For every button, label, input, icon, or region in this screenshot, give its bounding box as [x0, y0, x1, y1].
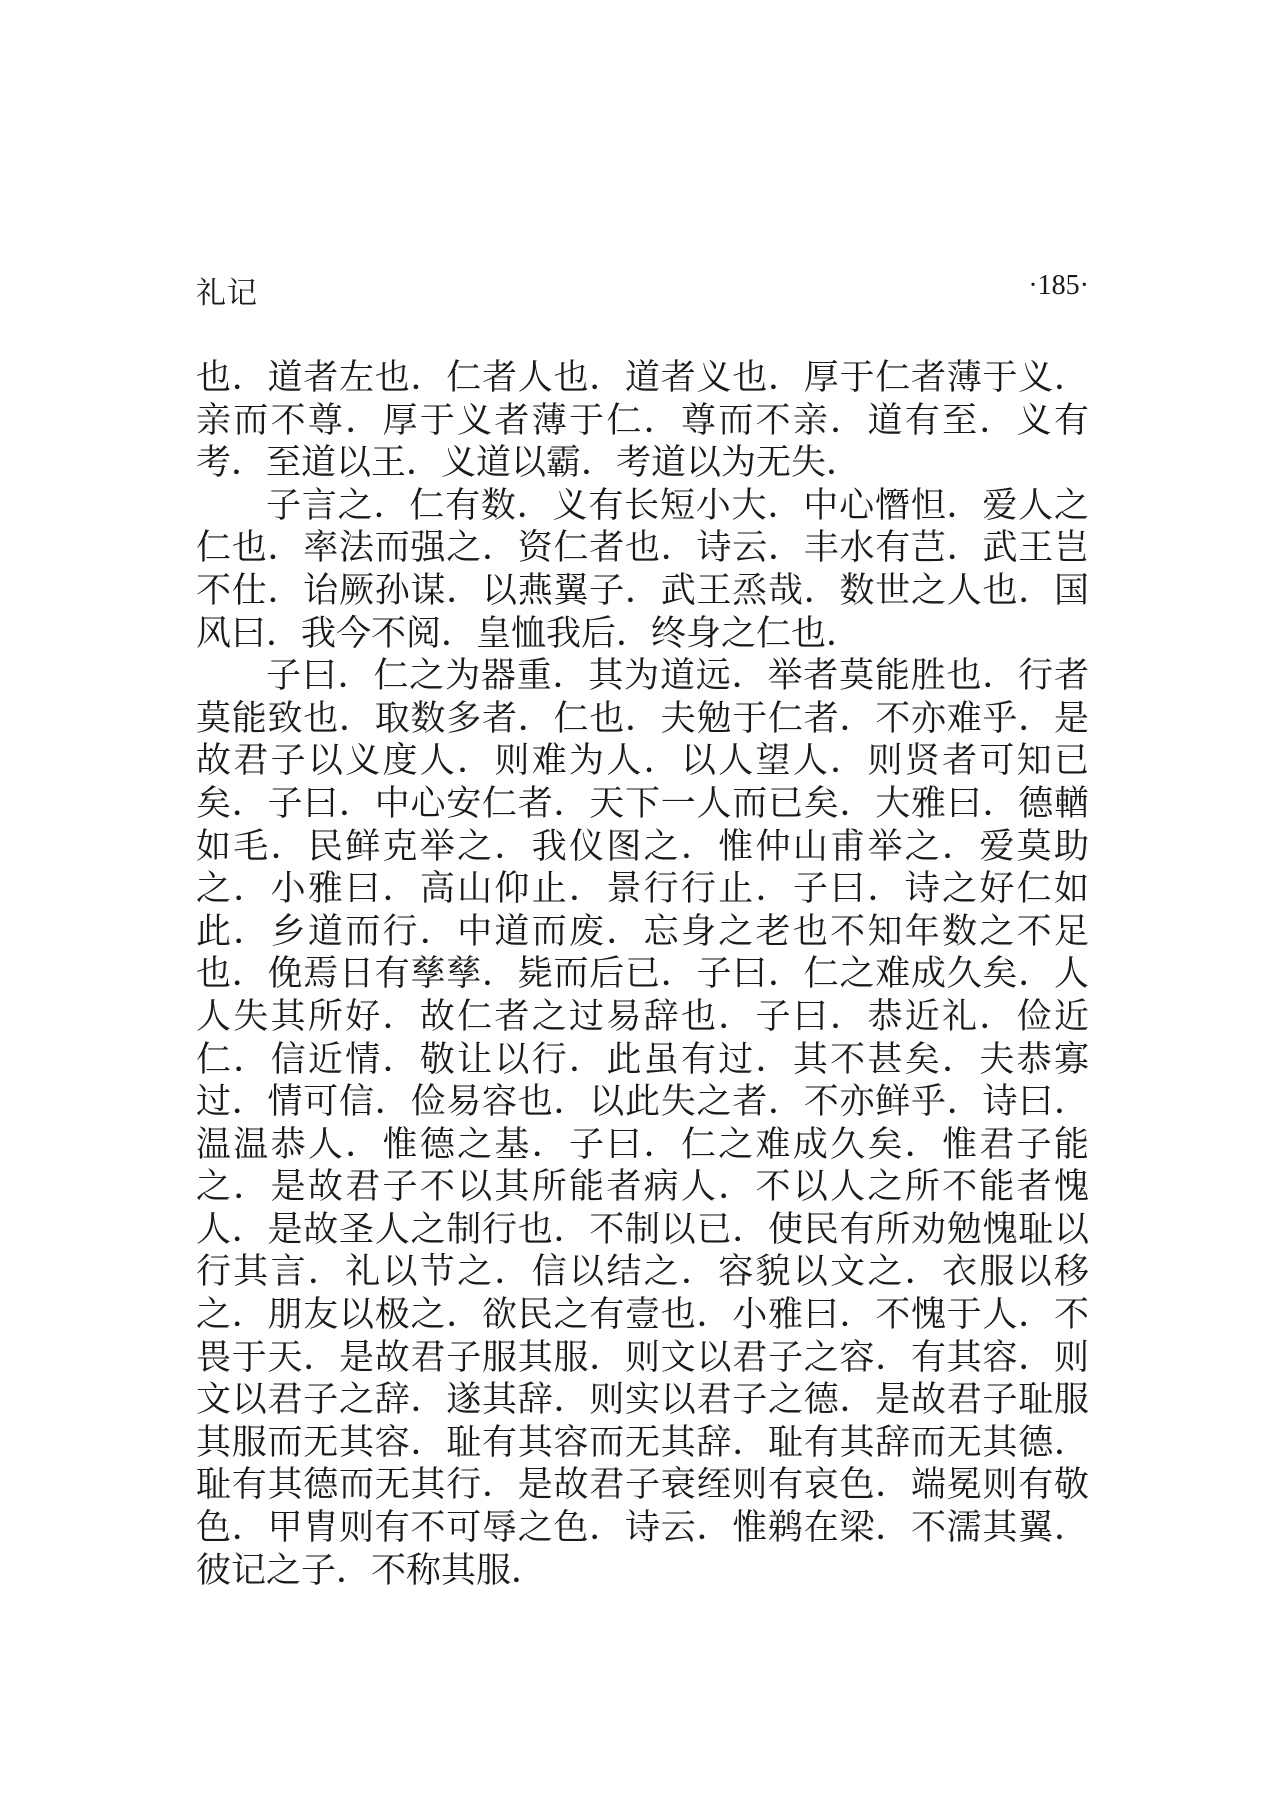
running-header [196, 268, 1089, 312]
book-title: 礼记 [196, 276, 258, 311]
paragraph: 也．道者左也．仁者人也．道者义也．厚于仁者薄于义．亲而不尊．厚于义者薄于仁．尊而不亲．道有至．义有考．至道以王．义道以霸．考道以为无失． [196, 358, 1089, 484]
main-text [196, 357, 1089, 1592]
page-number: ·185· [1028, 270, 1089, 301]
paragraph: 子言之．仁有数．义有长短小大．中心憯怛．爱人之仁也．率法而强之．资仁者也．诗云．丰水有芑．武王岂不仕．诒厥孙谋．以燕翼子．武王烝哉．数世之人也．国风曰．我今不阅．皇恤我后．终身之仁也． [196, 485, 1089, 654]
paragraph: 子曰．仁之为器重．其为道远．举者莫能胜也．行者莫能致也．取数多者．仁也．夫勉于仁者．不亦难乎．是故君子以义度人．则难为人．以人望人．则贤者可知已矣．子曰．中心安仁者．天下一人而已矣．大雅曰．德輶如毛．民鲜克举之．我仪图之．惟仲山甫举之．爱莫助之．小雅曰．高山仰止．景行行止．子曰．诗之好仁如此．乡道而行．中道而废．忘身之老也不知年数之不足也．俛焉日有孳孳．毙而后已．子曰．仁之难成久矣．人人失其所好．故仁者之过易辞也．子曰．恭近礼．俭近仁．信近情．敬让以行．此虽有过．其不甚矣．夫恭寡过．情可信．俭易容也．以此失之者．不亦鲜乎．诗曰．温温恭人．惟德之基．子曰．仁之难成久矣．惟君子能之．是故君子不以其所能者病人．不以人之所不能者愧人．是故圣人之制行也．不制以已．使民有所劝勉愧耻以行其言．礼以节之．信以结之．容貌以文之．衣服以移之．朋友以极之．欲民之有壹也．小雅曰．不愧于人．不畏于天．是故君子服其服．则文以君子之容．有其容．则文以君子之辞．遂其辞．则实以君子之德．是故君子耻服其服而无其容．耻有其容而无其辞．耻有其辞而无其德．耻有其德而无其行．是故君子衰绖则有哀色．端冕则有敬色．甲胄则有不可辱之色．诗云．惟鹈在梁．不濡其翼．彼记之子．不称其服． [196, 656, 1089, 1591]
